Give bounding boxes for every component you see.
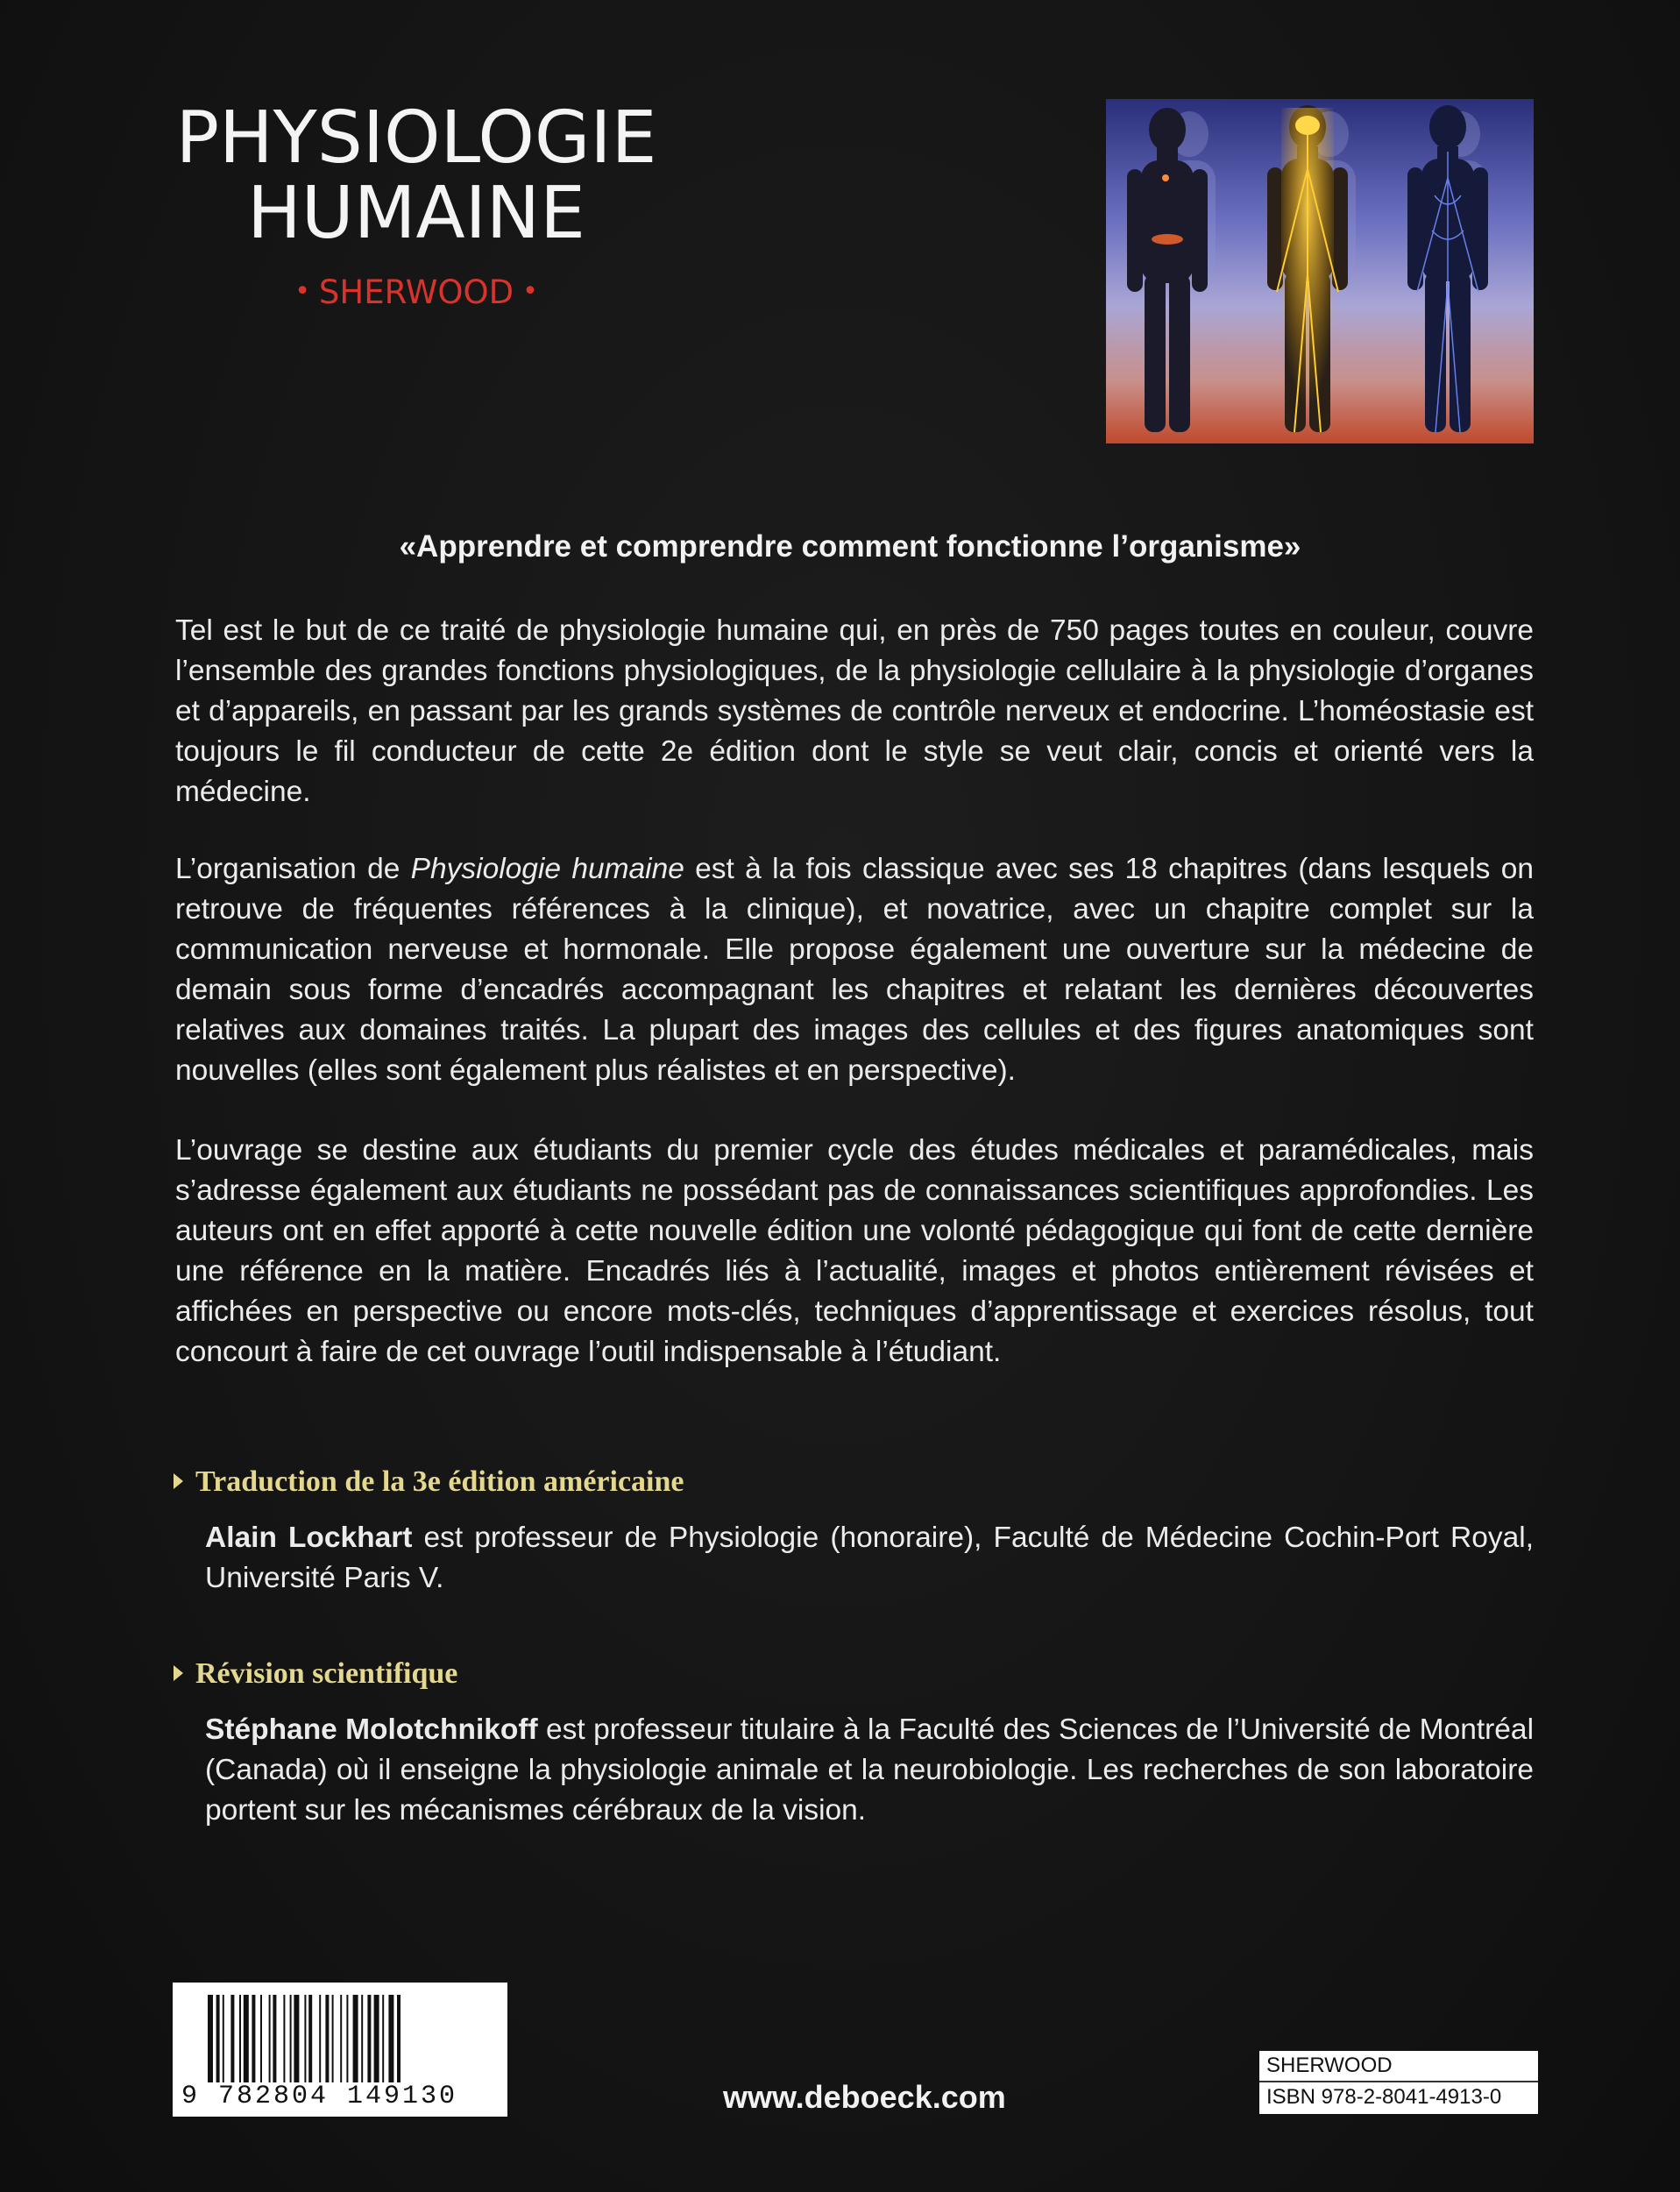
book-title-italic: Physiologie humaine [410, 853, 684, 885]
barcode-bars [173, 1983, 507, 2086]
publisher-label: SHERWOOD [1266, 2054, 1393, 2077]
author-name [167, 273, 666, 311]
translator-bio [205, 1518, 1534, 1599]
reviewer-name: Stéphane Molotchnikoff [205, 1713, 538, 1746]
triangle-right-icon [174, 1473, 183, 1489]
barcode-bar [374, 1995, 379, 2082]
title-line-1: PHYSIOLOGIE [175, 96, 657, 180]
barcode-bar [346, 1995, 348, 2082]
barcode-bar [304, 1995, 306, 2082]
translation-heading-label: Traduction de la 3e édition américaine [195, 1465, 684, 1498]
translation-heading [174, 1465, 684, 1499]
book-title [167, 96, 666, 255]
description-paragraph-1: Tel est le but de ce traité de physiologie humaine qui, en près de 750 pages toutes en couleur, couvre l’ensemble des grandes fonctions physiologiques, de la physiologie cellulaire à la physiologie d’organes et d’appareils, en passant par les grands systèmes de contrôle nerveux et endocrine. L’homéostasie est toujours le fil conducteur de cette 2e édition dont le style se veut clair, concis et orienté vers la médecine. [175, 614, 1534, 808]
translator-name: Alain Lockhart [205, 1522, 413, 1554]
barcode-bar [367, 1995, 371, 2082]
barcode-bar [283, 1995, 285, 2082]
publisher-website[interactable]: www.deboeck.com [723, 2079, 1006, 2115]
barcode-bar [290, 1995, 292, 2082]
barcode-bar [244, 1995, 249, 2082]
barcode-bar [208, 1995, 213, 2082]
reviewer-bio [205, 1710, 1534, 1831]
barcode-bar [223, 1995, 224, 2082]
bullet-icon: • [522, 276, 538, 307]
anatomy-illustration [1106, 99, 1534, 443]
barcode-bar [340, 1995, 342, 2082]
barcode-bar [382, 1995, 384, 2082]
barcode-bar [319, 1995, 321, 2082]
bullet-icon: • [294, 276, 310, 307]
barcode-bar [273, 1995, 276, 2082]
barcode-bar [332, 1995, 334, 2082]
paragraph-2-text: L’organisation de [175, 853, 411, 885]
title-line-2: HUMAINE [247, 172, 585, 255]
barcode-bar [230, 1995, 234, 2082]
barcode-number: 9 782804 149130 [181, 2082, 458, 2111]
description-paragraph-3: L’ouvrage se destine aux étudiants du premier cycle des études médicales et paramédicales, mais s’adresse également aux étudiants ne possédant pas de connaissances scientifiques approfondies. Les auteurs ont en effet apporté à cette nouvelle édition une volonté pédagogique qui font de cette dernière une référence en la matière. Encadrés liés à l’actualité, images et photos entièrement révisées et affichées en perspective ou encore mots-clés, techniques d’apprentissage et exercices résolus, tout concourt à faire de cet ouvrage l’outil indispensable à l’étudiant. [175, 1134, 1534, 1368]
barcode-bar [388, 1995, 393, 2082]
translator-bio-text: est professeur de Physiologie (honoraire), Faculté de Médecine Cochin-Port Royal, Université Paris V. [205, 1522, 1534, 1594]
isbn-label [1259, 2051, 1538, 2114]
tagline: «Apprendre et comprendre comment fonctionne l’organisme» [399, 529, 1301, 564]
reviewer-bio-text: est professeur titulaire à la Faculté des Sciences de l’Université de Montréal (Canada) où il enseigne la physiologie animale et la neurobiologie. Les recherches de son laboratoire portent sur les mécanismes cérébraux de la vision. [205, 1713, 1535, 1827]
isbn-number: ISBN 978-2-8041-4913-0 [1259, 2081, 1538, 2112]
triangle-right-icon [174, 1665, 183, 1681]
revision-heading-label: Révision scientifique [195, 1657, 458, 1690]
revision-heading [174, 1657, 457, 1691]
barcode-bar [294, 1995, 299, 2082]
barcode-bar [397, 1995, 401, 2082]
barcode-bar [361, 1995, 363, 2082]
barcode-bar [353, 1995, 358, 2082]
barcode-bar [252, 1995, 255, 2082]
description-paragraph-2 [175, 849, 1534, 1091]
barcode [173, 1983, 507, 2117]
barcode-bar [260, 1995, 262, 2082]
barcode-bar [308, 1995, 312, 2082]
barcode-bar [216, 1995, 220, 2082]
barcode-bar [269, 1995, 271, 2082]
paragraph-2-text-rest: est à la fois classique avec ses 18 chapitres (dans lesquels on retrouve de fréquentes références à la clinique), et novatrice, avec un chapitre complet sur la communication nerveuse et hormonale. Elle propose également une ouverture sur la médecine de demain sous forme d’encadrés accompagnant les chapitres et relatant les dernières découvertes relatives aux domaines traités. La plupart des images des cellules et des figures anatomiques sont nouvelles (elles sont également plus réalistes et en perspective). [175, 853, 1535, 1087]
barcode-bar [325, 1995, 329, 2082]
author-label: SHERWOOD [318, 273, 514, 311]
barcode-bar [239, 1995, 241, 2082]
